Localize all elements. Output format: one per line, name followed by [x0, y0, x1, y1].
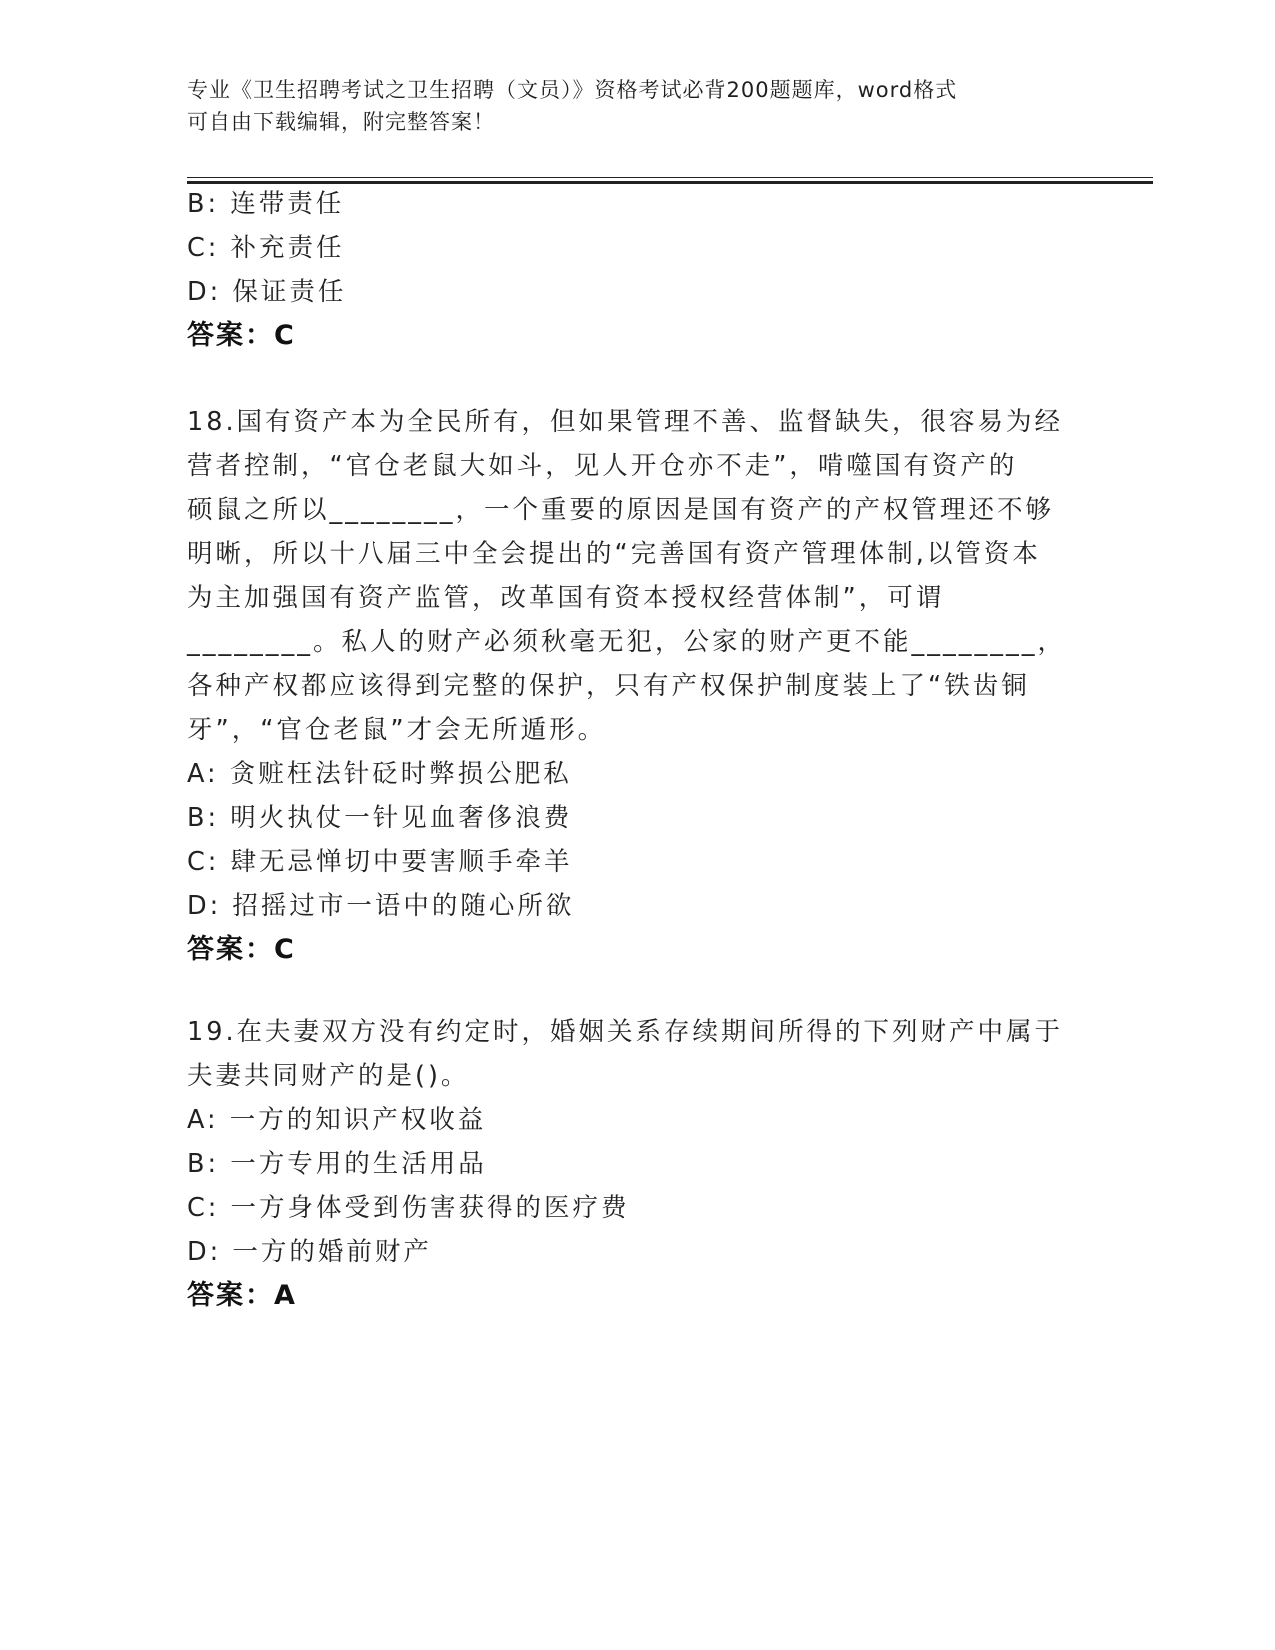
q18-stem-line: ________。私人的财产必须秋毫无犯，公家的财产更不能________，	[187, 627, 1067, 657]
q17-option-c: C: 补充责任	[187, 233, 345, 263]
q18-option-d: D: 招摇过市一语中的随心所欲	[187, 891, 575, 921]
q19-stem-line: 19.在夫妻双方没有约定时，婚姻关系存续期间所得的下列财产中属于	[187, 1017, 1064, 1047]
header-title-line-2: 可自由下载编辑，附完整答案！	[187, 110, 495, 134]
q18-option-a: A: 贪赃枉法针砭时弊损公肥私	[187, 759, 572, 789]
q18-stem-line: 牙”，“官仓老鼠”才会无所遁形。	[187, 715, 607, 745]
q18-stem-line: 明晰，所以十八届三中全会提出的“完善国有资产管理体制,以管资本	[187, 539, 1041, 569]
header-divider-thin	[187, 177, 1153, 178]
q18-option-c: C: 肆无忌惮切中要害顺手牵羊	[187, 847, 573, 877]
q19-option-b: B: 一方专用的生活用品	[187, 1149, 487, 1179]
q19-stem-line: 夫妻共同财产的是()。	[187, 1061, 470, 1091]
q18-stem-line: 营者控制，“官仓老鼠大如斗，见人开仓亦不走”，啃噬国有资产的	[187, 451, 1018, 481]
q18-stem-line: 为主加强国有资产监管，改革国有资本授权经营体制”，可谓	[187, 583, 945, 613]
header-title-line-1: 专业《卫生招聘考试之卫生招聘（文员）》资格考试必背200题题库，word格式	[187, 78, 958, 102]
q17-option-b: B: 连带责任	[187, 189, 345, 219]
q17-answer: 答案：C	[187, 320, 296, 351]
q19-option-a: A: 一方的知识产权收益	[187, 1105, 487, 1135]
q17-option-d: D: 保证责任	[187, 277, 347, 307]
q18-stem-line: 18.国有资产本为全民所有，但如果管理不善、监督缺失，很容易为经	[187, 407, 1064, 437]
q19-answer: 答案：A	[187, 1280, 297, 1311]
q18-stem-line: 硕鼠之所以________，一个重要的原因是国有资产的产权管理还不够	[187, 495, 1055, 525]
q18-answer: 答案：C	[187, 934, 296, 965]
q18-option-b: B: 明火执仗一针见血奢侈浪费	[187, 803, 573, 833]
q19-option-c: C: 一方身体受到伤害获得的医疗费	[187, 1193, 630, 1223]
q19-option-d: D: 一方的婚前财产	[187, 1237, 432, 1267]
document-header	[187, 74, 1067, 138]
q18-stem-line: 各种产权都应该得到完整的保护，只有产权保护制度装上了“铁齿铜	[187, 671, 1030, 701]
